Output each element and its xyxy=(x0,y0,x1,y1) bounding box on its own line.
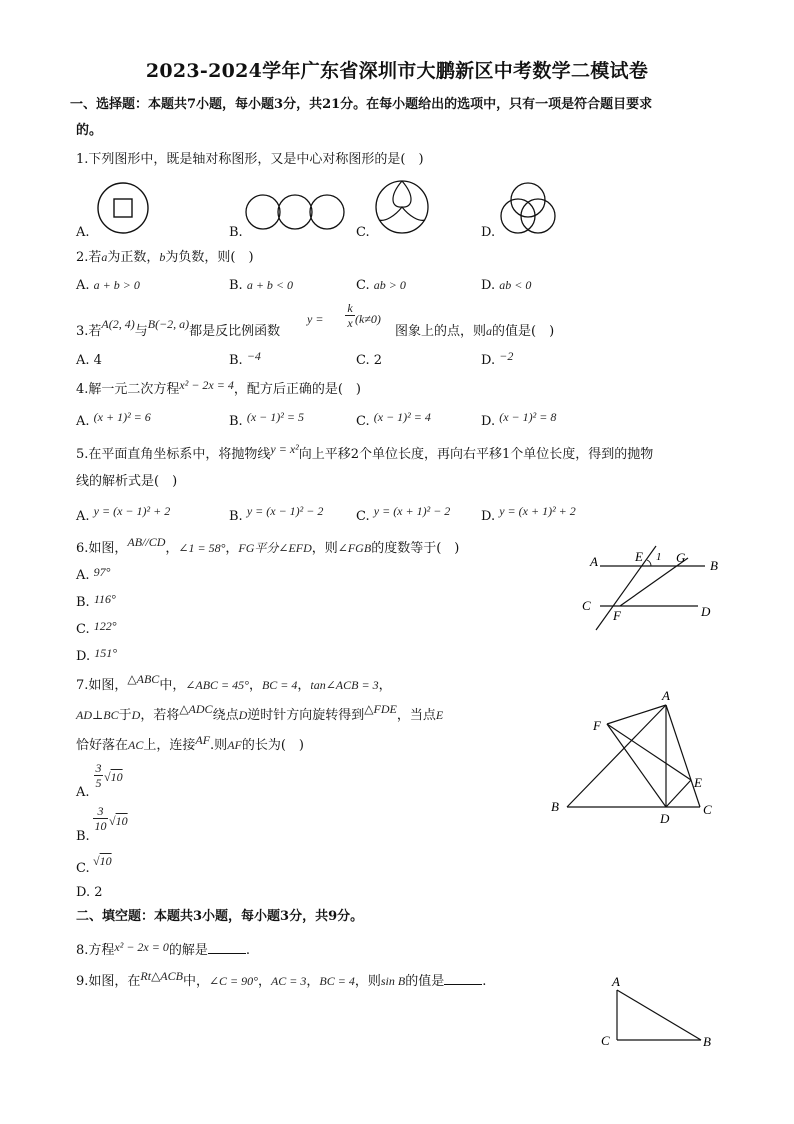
q4-option-b-label: B. xyxy=(229,414,243,429)
q3-option-c-label: C. 2 xyxy=(356,353,383,368)
q6-option-a xyxy=(76,567,110,584)
q7-label-d: D xyxy=(660,811,670,826)
q9-cond-angle-c: ∠C = 90° xyxy=(208,974,258,988)
q7-stem-f: 逆时针方向旋转得到 xyxy=(247,708,365,723)
q7-point-d2: D xyxy=(238,708,248,722)
q7-stem-b: 中， xyxy=(159,678,186,693)
q7-triangle-adc: △ADC xyxy=(179,702,213,716)
q7-segment-ab-line xyxy=(567,705,666,807)
q3-stem-a: 3.若 xyxy=(76,324,102,339)
q2-option-c-expr: ab > 0 xyxy=(373,278,406,292)
q7-stem-e: 绕点 xyxy=(212,708,239,723)
q6-stem-c: 的度数等于( ) xyxy=(371,541,460,556)
q4-stem-b: ，配方后正确的是( ) xyxy=(233,382,362,397)
q6-option-b-label: B. xyxy=(76,595,90,610)
q9-stem-b: 中， xyxy=(182,974,209,989)
q4-option-d xyxy=(481,410,557,430)
q9-segment-ab-line xyxy=(617,990,701,1040)
q7-option-b-radicand: 10 xyxy=(115,814,128,828)
q5-stem-a: 5.在平面直角坐标系中，将抛物线 xyxy=(76,447,271,462)
q3-with: 与 xyxy=(134,324,148,339)
q9-right-triangle: Rt△ACB xyxy=(140,969,183,983)
q5-option-d xyxy=(481,504,576,525)
q1-option-d-label: D. xyxy=(481,225,496,240)
q3-option-c xyxy=(356,352,382,369)
q5-option-b-expr: y = (x − 1)² − 2 xyxy=(246,504,324,518)
q2-option-d-expr: ab < 0 xyxy=(499,278,532,292)
q9-sin-b: sin B xyxy=(380,974,406,988)
q3-stem-tail xyxy=(395,323,554,340)
q4-equation: x² − 2x = 4 xyxy=(179,378,234,392)
q5-option-d-label: D. xyxy=(481,509,496,524)
q1-option-a-label: A. xyxy=(76,225,90,240)
q5-option-c-expr: y = (x + 1)² − 2 xyxy=(373,504,451,518)
q2-option-b-expr: a + b < 0 xyxy=(246,278,294,292)
q9-sep2: ， xyxy=(306,974,320,989)
q7-stem-h: 恰好落在 xyxy=(76,738,129,753)
q3-option-d xyxy=(481,349,514,369)
q1-stem: 1.下列图形中，既是轴对称图形，又是中心对称图形的是( ) xyxy=(76,152,424,167)
q3-stem-c: 图象上的点，则 xyxy=(395,324,487,339)
q6-label-g: G xyxy=(676,550,686,565)
q3-stem-d: 的值是( ) xyxy=(492,324,555,339)
q1-figure-d-triquetra-icon xyxy=(498,178,558,238)
q8-equation: x² − 2x = 0 xyxy=(114,940,169,954)
q3-option-b xyxy=(229,349,261,369)
q4-option-c-expr: (x − 1)² = 4 xyxy=(373,410,431,424)
q7-segment-ac: AC xyxy=(128,738,144,752)
q7-label-c: C xyxy=(703,802,712,817)
q3-option-d-label: D. xyxy=(481,353,496,368)
q6-label-a: A xyxy=(590,554,598,569)
q7-label-e: E xyxy=(694,775,702,790)
q2-stem-c: 为负数，则( ) xyxy=(165,250,254,265)
q7-sep1: ， xyxy=(248,678,262,693)
q6-option-b xyxy=(76,594,116,611)
q4-option-c-label: C. xyxy=(356,414,370,429)
q6-angle-efd: ∠EFD xyxy=(278,541,312,555)
q4-option-b xyxy=(229,410,304,430)
q5-stem-b: 向上平移2个单位长度，再向右平移1个单位长度，得到的抛物 xyxy=(298,447,654,462)
q2-option-a-label: A. xyxy=(76,278,90,293)
q4-option-a xyxy=(76,410,151,430)
q3-option-a xyxy=(76,352,102,369)
q6-angle-fgb: ∠FGB xyxy=(337,541,372,555)
q6-option-d xyxy=(76,648,117,665)
q6-option-c xyxy=(76,621,117,638)
q6-label-c: C xyxy=(582,598,591,613)
q7-option-a-den: 5 xyxy=(95,776,102,790)
q6-stem-a: 6.如图， xyxy=(76,541,128,556)
q4-stem xyxy=(76,378,362,398)
q7-stem-g: ，当点 xyxy=(396,708,436,723)
q9-label-a: A xyxy=(612,974,620,989)
q6-label-1: 1 xyxy=(656,551,662,563)
q7-option-b-num: 3 xyxy=(93,805,108,819)
q7-option-b-sqrt: √10 xyxy=(109,814,128,828)
q4-option-a-label: A. xyxy=(76,414,90,429)
q6-option-a-label: A. xyxy=(76,568,90,583)
q2-stem xyxy=(76,249,254,266)
q4-option-c xyxy=(356,410,431,430)
q1-figure-c-circle-arcs-icon xyxy=(373,178,431,236)
q7-sep3: ， xyxy=(378,678,392,693)
q1-figure-a-coin-icon xyxy=(94,180,156,238)
q6-label-f: F xyxy=(613,608,621,623)
q3-function-numerator: k xyxy=(345,302,355,316)
q9-stem-a: 9.如图，在 xyxy=(76,974,141,989)
q7-option-a-label: A. xyxy=(76,785,90,800)
q9-sep1: ， xyxy=(257,974,271,989)
q2-option-a xyxy=(76,277,140,294)
q5-option-b xyxy=(229,504,324,525)
q3-point-b: B(−2, a) xyxy=(147,317,190,331)
q7-label-b: B xyxy=(551,799,559,814)
q7-label-a: A xyxy=(662,688,670,703)
q6-option-d-expr: 151° xyxy=(94,646,118,660)
q7-segment-fd-line xyxy=(607,724,666,807)
q7-segment-ac-line xyxy=(666,705,700,807)
q2-var-a: a xyxy=(101,250,108,264)
q9-label-b: B xyxy=(703,1034,711,1049)
q9-answer-blank[interactable] xyxy=(444,972,482,985)
q7-option-c-sqrt: √10 xyxy=(93,854,112,868)
q6-label-d: D xyxy=(701,604,711,619)
q6-option-c-label: C. xyxy=(76,622,90,637)
q6-stem-b: ，则 xyxy=(311,541,338,556)
q8-stem-b: 的解是 xyxy=(168,943,208,958)
q7-triangle-abc: △ABC xyxy=(127,672,160,686)
q6-figure-parallel-lines xyxy=(580,540,730,640)
q5-option-a xyxy=(76,504,171,525)
q7-cond-bc: BC = 4 xyxy=(261,678,298,692)
q6-option-a-expr: 97° xyxy=(93,565,111,579)
q4-stem-a: 4.解一元二次方程 xyxy=(76,382,180,397)
q6-label-b: B xyxy=(710,558,718,573)
q1-figure-b-rings-icon xyxy=(244,186,348,236)
q1-option-b-label: B. xyxy=(229,225,243,240)
q7-figure-triangle-rotation xyxy=(545,686,725,826)
q6-option-d-label: D. xyxy=(76,649,91,664)
q3-function-y: y = xyxy=(307,312,324,326)
q7-point-e: E xyxy=(435,708,444,722)
section-1-header: 一、选择题：本题共7小题，每小题3分，共21分。在每小题给出的选项中，只有一项是符合题目要求 xyxy=(70,97,653,112)
q6-transversal xyxy=(596,546,656,630)
q2-stem-a: 2.若 xyxy=(76,250,102,265)
q2-option-a-expr: a + b > 0 xyxy=(93,278,140,292)
q2-option-d xyxy=(481,277,531,294)
q2-var-b: b xyxy=(159,250,166,264)
q9-stem-e: . xyxy=(482,974,487,989)
q7-stem-c: 于 xyxy=(118,708,132,723)
section-2-header: 二、填空题：本题共3小题，每小题3分，共9分。 xyxy=(76,909,364,924)
q3-function-condition: (k≠0) xyxy=(355,312,381,326)
q3-function-denominator: x xyxy=(347,316,353,330)
q9-stem xyxy=(76,969,487,990)
q3-stem xyxy=(76,317,281,340)
q6-option-c-expr: 122° xyxy=(93,619,117,633)
q5-option-d-expr: y = (x + 1)² + 2 xyxy=(499,504,576,518)
q8-stem xyxy=(76,941,250,959)
q7-cond-angle: ∠ABC = 45° xyxy=(185,678,249,692)
q7-option-c-radicand: 10 xyxy=(99,854,112,868)
q9-cond-ac: AC = 3 xyxy=(270,974,307,988)
q7-label-f: F xyxy=(593,718,601,733)
q7-option-c-label: C. xyxy=(76,861,90,876)
q8-answer-blank[interactable] xyxy=(208,941,246,954)
q3-option-b-expr: −4 xyxy=(246,349,261,363)
q8-stem-c: . xyxy=(245,943,251,958)
q5-stem-line2: 线的解析式是( ) xyxy=(76,474,178,489)
q7-segment-af2: AF xyxy=(227,738,242,752)
q6-option-b-expr: 116° xyxy=(93,592,116,606)
q2-option-b-label: B. xyxy=(229,278,243,293)
q7-stem-a: 7.如图， xyxy=(76,678,128,693)
q7-option-b-label: B. xyxy=(76,829,90,844)
q9-figure-right-triangle xyxy=(597,972,722,1054)
q7-stem-j: .则 xyxy=(210,738,228,753)
q2-option-d-label: D. xyxy=(481,278,496,293)
q6-stem xyxy=(76,535,460,557)
q3-option-a-label: A. 4 xyxy=(76,353,102,368)
q9-cond-bc: BC = 4 xyxy=(319,974,355,988)
q7-stem-line3 xyxy=(76,733,305,754)
q5-stem xyxy=(76,442,654,463)
q7-triangle-fde: △FDE xyxy=(364,702,397,716)
q7-stem-k: 的长为( ) xyxy=(241,738,305,753)
q6-parallel: AB//CD xyxy=(127,535,166,549)
q4-option-b-expr: (x − 1)² = 5 xyxy=(246,410,304,424)
q7-option-a-sqrt: √10 xyxy=(104,770,123,784)
q7-stem-line2 xyxy=(76,702,444,724)
q5-option-c-label: C. xyxy=(356,509,370,524)
q7-option-b-den: 10 xyxy=(94,819,107,833)
q5-option-b-label: B. xyxy=(229,509,243,524)
section-1-header-cont: 的。 xyxy=(76,123,103,138)
page-title: 2023-2024学年广东省深圳市大鹏新区中考数学二模试卷 xyxy=(145,60,649,82)
q2-option-c xyxy=(356,277,406,294)
q7-cond-tan: tan∠ACB = 3 xyxy=(310,678,379,692)
q6-sep2: ， xyxy=(225,541,239,556)
q7-option-d-label: D. 2 xyxy=(76,885,103,900)
q9-label-c: C xyxy=(601,1033,610,1048)
q6-fg-bisects: FG平分 xyxy=(238,541,279,555)
q7-option-a-radicand: 10 xyxy=(110,770,123,784)
q4-option-d-expr: (x − 1)² = 8 xyxy=(499,410,557,424)
q7-sep2: ， xyxy=(297,678,311,693)
q4-option-d-label: D. xyxy=(481,414,496,429)
q3-var-a: a xyxy=(486,324,493,338)
q4-option-a-expr: (x + 1)² = 6 xyxy=(93,410,151,424)
q5-option-c xyxy=(356,504,451,525)
q1-option-c-label: C. xyxy=(356,225,370,240)
q7-stem-d: ，若将 xyxy=(140,708,180,723)
q2-stem-b: 为正数， xyxy=(107,250,160,265)
q5-equation: y = x² xyxy=(270,442,299,456)
q3-option-b-label: B. xyxy=(229,353,243,368)
q7-segment-de-line xyxy=(666,780,691,807)
q5-option-a-label: A. xyxy=(76,509,90,524)
q3-point-a: A(2, 4) xyxy=(101,317,135,331)
q3-option-d-expr: −2 xyxy=(499,349,514,363)
q2-option-b xyxy=(229,277,293,294)
q2-option-c-label: C. xyxy=(356,278,370,293)
q7-option-a-num: 3 xyxy=(95,761,102,775)
q9-stem-c: ，则 xyxy=(354,974,381,989)
q7-ad-perp-bc: AD⊥BC xyxy=(76,708,119,722)
q7-point-d: D xyxy=(131,708,141,722)
q6-label-e: E xyxy=(635,549,643,564)
q7-stem-i: 上，连接 xyxy=(143,738,196,753)
q6-angle1: ∠1 = 58° xyxy=(178,541,226,555)
q9-stem-d: 的值是 xyxy=(405,974,445,989)
q5-option-a-expr: y = (x − 1)² + 2 xyxy=(93,504,171,518)
q6-sep1: ， xyxy=(165,541,179,556)
q7-stem-line1 xyxy=(76,672,392,694)
q3-stem-b: 都是反比例函数 xyxy=(189,324,281,339)
q7-segment-af: AF xyxy=(195,733,211,747)
q8-stem-a: 8.方程 xyxy=(76,943,115,958)
